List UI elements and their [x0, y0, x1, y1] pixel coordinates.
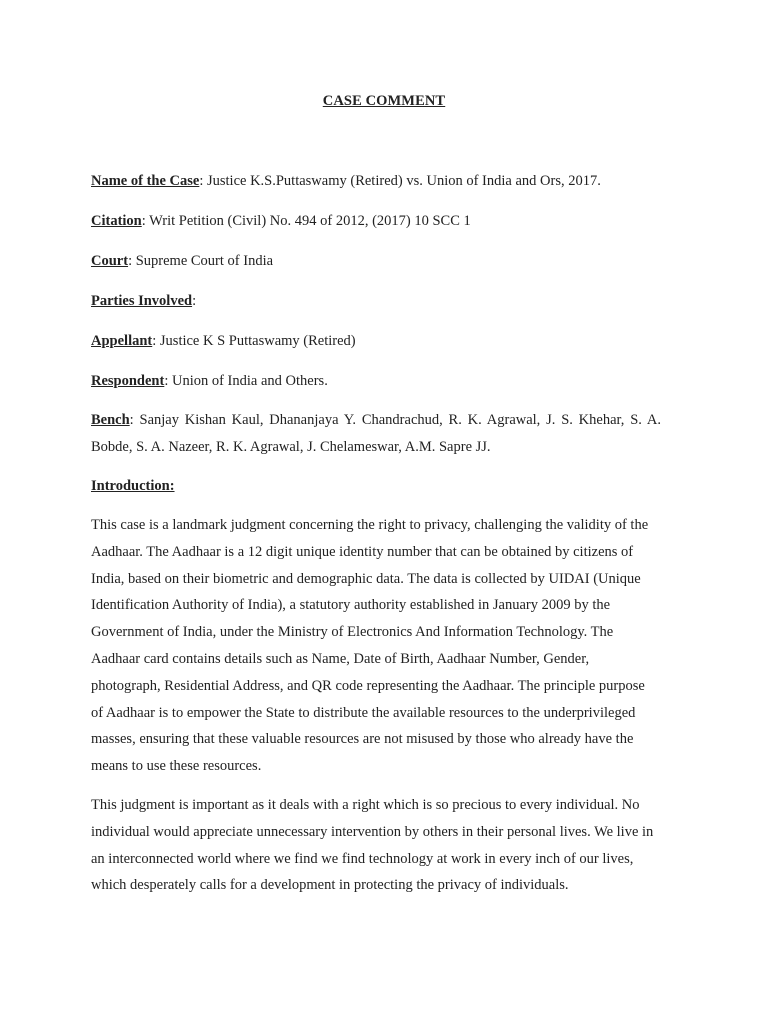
respondent-label: Respondent: [91, 373, 165, 389]
citation-value: : Writ Petition (Civil) No. 494 of 2012, (2017) 10 SCC 1: [141, 213, 471, 229]
paragraph-line: India, based on their biometric and demographic data. The data is collected by UIDAI (Unique: [91, 570, 641, 587]
paragraph-line: Identification Authority of India), a statutory authority established in January 2009 by the: [91, 597, 611, 614]
paragraph-line: an interconnected world where we find we find technology at work in every inch of our lives,: [91, 850, 634, 867]
introduction-paragraph-1: [91, 512, 675, 780]
citation-field: [91, 208, 671, 235]
case-name-field: [91, 168, 671, 195]
court-value: : Supreme Court of India: [128, 253, 274, 269]
parties-label: Parties Involved: [91, 293, 193, 309]
citation-label: Citation: [91, 213, 142, 229]
respondent-value: : Union of India and Others.: [164, 373, 328, 389]
court-field: [91, 248, 671, 275]
paragraph-line: means to use these resources.: [91, 758, 262, 775]
appellant-field: [91, 328, 671, 355]
bench-value: : Sanjay Kishan Kaul, Dhananjaya Y. Chandrachud, R. K. Agrawal, J. S. Khehar, S. A. Bobde, S. A. Nazeer, R. K. Agrawal, J. Chelameswar, A.M. Sapre JJ.: [91, 412, 661, 455]
parties-value: :: [192, 293, 197, 309]
court-label: Court: [91, 253, 129, 269]
paragraph-line: This case is a landmark judgment concerning the right to privacy, challenging the validity of the: [91, 517, 649, 533]
introduction-heading: Introduction:: [91, 478, 175, 494]
document-title: CASE COMMENT: [322, 93, 446, 109]
bench-field: [91, 407, 661, 461]
parties-field: [91, 288, 671, 315]
bench-label: Bench: [91, 412, 130, 428]
paragraph-line: Government of India, under the Ministry of Electronics And Information Technology. The: [91, 624, 614, 641]
paragraph-line: photograph, Residential Address, and QR code representing the Aadhaar. The principle purpose: [91, 677, 645, 694]
paragraph-line: This judgment is important as it deals with a right which is so precious to every individual. No: [91, 797, 640, 813]
respondent-field: [91, 368, 671, 395]
paragraph-line: masses, ensuring that these valuable resources are not misused by those who already have the: [91, 731, 634, 748]
paragraph-line: of Aadhaar is to empower the State to distribute the available resources to the underprivileged: [91, 704, 636, 721]
case-name-label: Name of the Case: [91, 173, 200, 189]
appellant-value: : Justice K S Puttaswamy (Retired): [152, 333, 356, 349]
paragraph-line: which desperately calls for a development in protecting the privacy of individuals.: [91, 877, 569, 894]
paragraph-line: Aadhaar card contains details such as Name, Date of Birth, Aadhaar Number, Gender,: [91, 650, 590, 667]
introduction-paragraph-2: [91, 792, 675, 899]
case-name-value: : Justice K.S.Puttaswamy (Retired) vs. Union of India and Ors, 2017.: [199, 173, 601, 189]
paragraph-line: Aadhaar. The Aadhaar is a 12 digit unique identity number that can be obtained by citizens of: [91, 543, 634, 560]
appellant-label: Appellant: [91, 333, 153, 349]
paragraph-line: individual would appreciate unnecessary intervention by others in their personal lives. We live in: [91, 823, 654, 840]
